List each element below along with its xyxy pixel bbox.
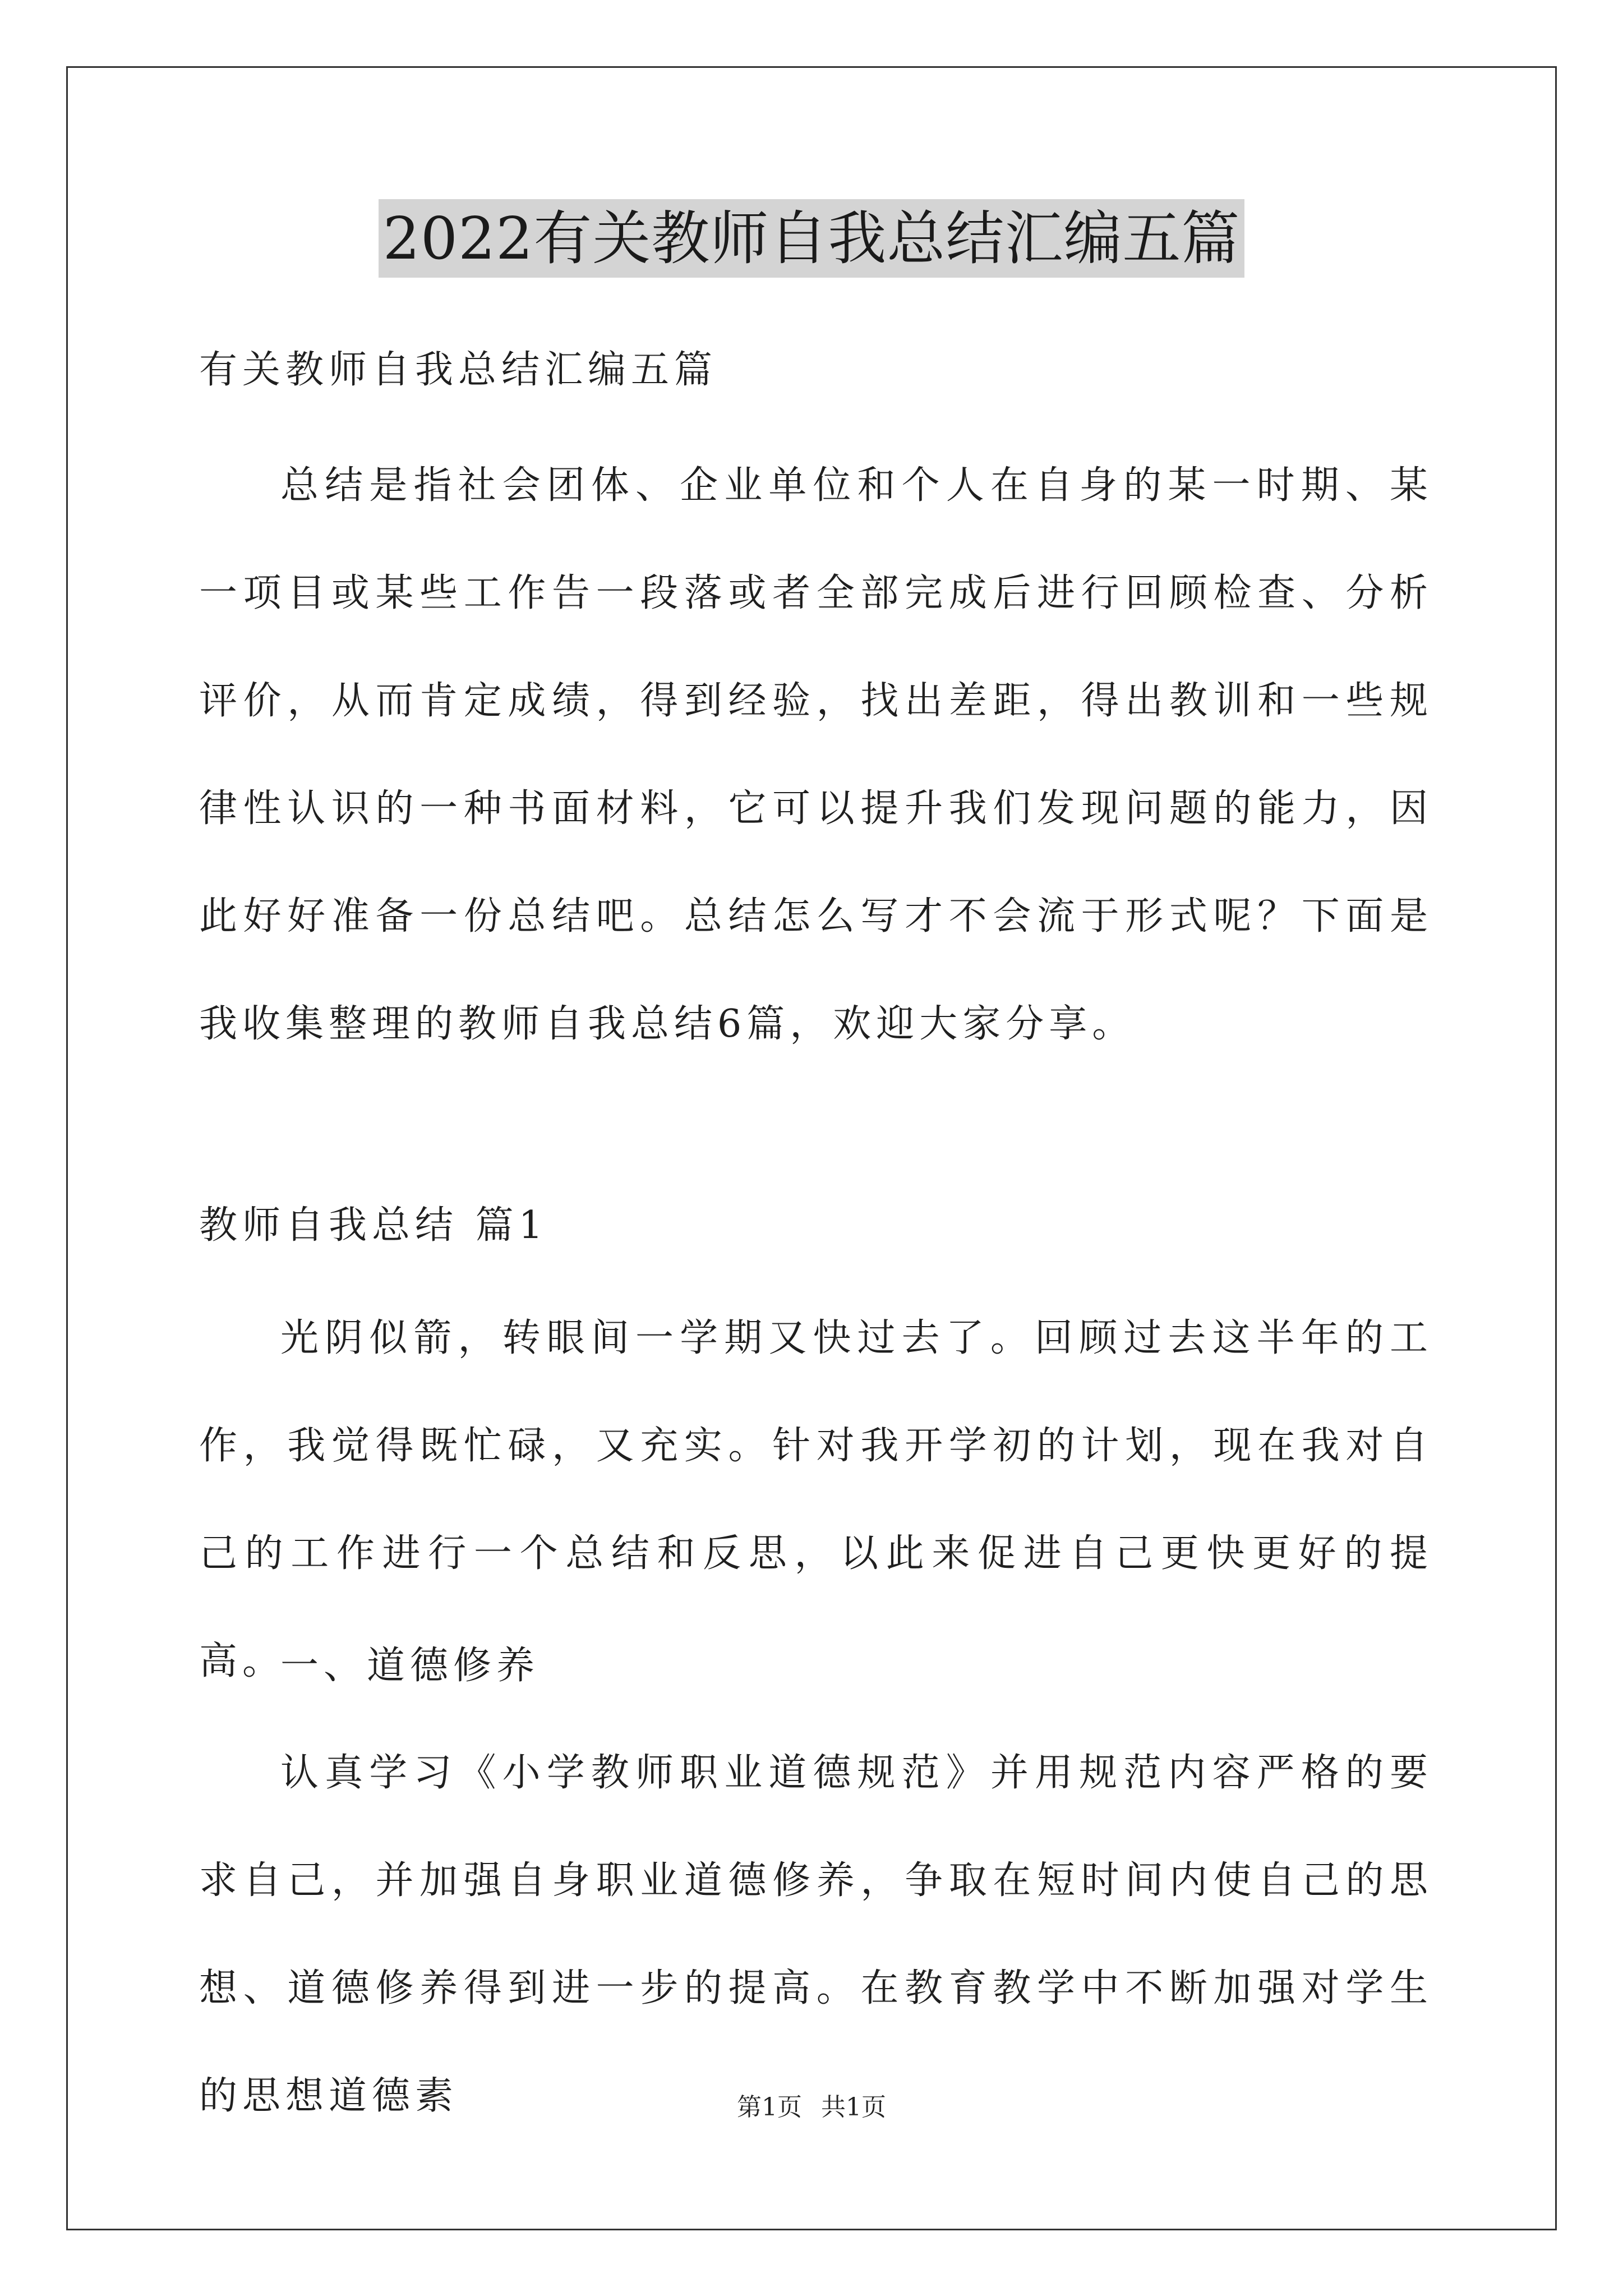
- title-container: [0, 199, 1623, 278]
- section-heading: 教师自我总结 篇1: [199, 1203, 548, 1248]
- section1-paragraph-1: 光阴似箭，转眼间一学期又快过去了。回顾过去这半年的工作，我觉得既忙碌，又充实。针对我开学初的计划，现在我对自己的工作进行一个总结和反思，以此来促进自己更快更好的提高。: [199, 1316, 1433, 1683]
- page-footer: [0, 2087, 1623, 2123]
- document-title: 2022有关教师自我总结汇编五篇: [379, 199, 1245, 278]
- document-subtitle: 有关教师自我总结汇编五篇: [199, 348, 718, 392]
- section1-paragraph-2: 认真学习《小学教师职业道德规范》并用规范内容严格的要求自己，并加强自身职业道德修养，争取在短时间内使自己的思想、道德修养得到进一步的提高。在教育教学中不断加强对学生的思想道德素: [199, 1751, 1433, 2118]
- subheading-moral-cultivation: 一、道德修养: [280, 1644, 540, 1688]
- intro-paragraph: 总结是指社会团体、企业单位和个人在自身的某一时期、某一项目或某些工作告一段落或者全部完成后进行回顾检查、分析评价，从而肯定成绩，得到经验，找出差距，得出教训和一些规律性认识的一种书面材料，它可以提升我们发现问题的能力，因此好好准备一份总结吧。总结怎么写才不会流于形式呢？下面是我收集整理的教师自我总结6篇，欢迎大家分享。: [199, 463, 1433, 1046]
- page-number-total: 共1页: [821, 2093, 886, 2122]
- page-number-current: 第1页: [737, 2093, 802, 2122]
